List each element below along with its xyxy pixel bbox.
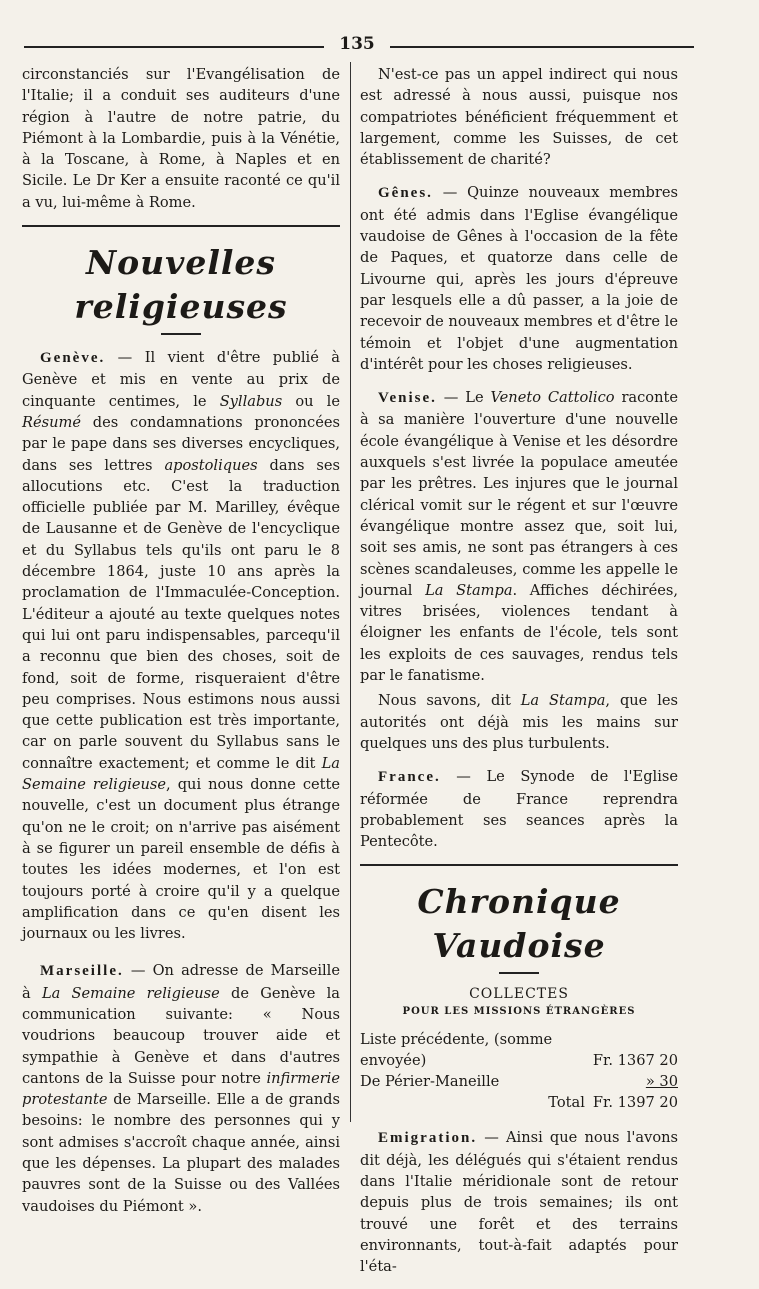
title-dash-right <box>499 972 539 974</box>
article-france: France. — Le Synode de l'Eglise réformée de France reprendra probablement ses seances après la Pentecôte. <box>360 768 678 851</box>
right-column <box>360 64 678 1289</box>
intro-paragraph: circonstanciés sur l'Evangélisation de l'Italie; il a conduit ses auditeurs d'une région à l'autre de notre patrie, du Piémont à la Lombardie, puis à la Vénétie, à la Toscane, à Rome, à Naples et en Sicile. Le Dr Ker a ensuite raconté ce qu'il a vu, lui-même à Rome. <box>22 66 340 211</box>
page-number: 135 <box>339 34 375 54</box>
title-dash <box>161 333 201 335</box>
article-venise: Venise. — Le Veneto Cattolico raconte à sa manière l'ouverture d'une nouvelle école évangélique à Venise et les désordre auxquels s'est livrée la populace ameutée par les prêtres. Les injures que le journal clérical vomit sur le régent et sur l'œuvre évangélique montre assez que, soit lui, soit ses amis, ne sont pas étrangers à ces scènes scandaleuses, comme les appelle le journal La Stampa. Affiches déchirées, vitres brisées, violences tendant à éloigner les enfants de l'école, tels sont les exploits de ces sauvages, rendus tels par le fanatisme. <box>360 389 679 685</box>
collectes-subtitle: POUR LES MISSIONS ÉTRANGÈRES <box>402 1006 636 1018</box>
ledger-row: Liste précédente, (somme envoyée) Fr. 1367 20 <box>360 1031 678 1070</box>
section-divider-right <box>360 864 678 866</box>
article-emigration: Emigration. — Ainsi que nous l'avons dit déjà, les délégués qui s'étaient rendus dans l'Italie méridionale sont de retour depuis plus de trois semaines; ils ont trouvé une forêt et des terrains environnants, tout-à-fait adaptés pour l'éta- <box>360 1129 678 1276</box>
article-venise-continued: Nous savons, dit La Stampa, que les autorités ont déjà mis les mains sur quelques uns des plus turbulents. <box>360 692 678 752</box>
article-genes: Gênes. — Quinze nouveaux membres ont été admis dans l'Eglise évangélique vaudoise de Gênes à l'occasion de la fête de Paques, et quatorze dans celle de Livourne qui, après les jours d'épreuve par lesquels elle a dû passer, a la joie de recevoir de nouveaux membres et d'être le témoin et l'objet d'une augmentation d'intérêt pour les choses religieuses. <box>360 184 678 373</box>
header-rule-right <box>390 46 694 48</box>
article-geneve: Genève. — Il vient d'être publié à Genève et mis en vente au prix de cinquante centimes, le Syllabus ou le Résumé des condamnations prononcées par le pape dans ses diverses encycliques, dans ses lettres apostoliques dans ses allocutions etc. C'est la traduction officielle publiée par M. Marilley, évêque de Lausanne et de Genève de l'encyclique et du Syllabus tels qu'ils ont paru le 8 décembre 1864, juste 10 ans après la proclamation de l'Immaculée-Conception. L'éditeur a ajouté au texte quelques notes qui lui ont paru indispensables, parcequ'il a reconnu que bien des choses, soit de fond, soit de forme, risqueraient d'être peu comprises. Nous estimons nous aussi que cette publication est très importante, car on parle souvent du Syllabus sans le connaître exactement; et comme le dit La Semaine religieuse, qui nous donne cette nouvelle, c'est un document plus étrange qu'on ne le croit; on n'arrive pas aisément à se figurer un pareil ensemble de défis à toutes les idées modernes, et l'on est toujours porté à croire qu'il y a quelque amplification dans ce qu'en disent les journaux ou les livres. <box>22 349 340 943</box>
header-rule-left <box>24 46 324 48</box>
page-header <box>24 32 736 60</box>
section-title-chronique: Chronique Vaudoise <box>417 882 621 966</box>
collectes-ledger <box>360 1029 678 1113</box>
section-divider <box>22 225 340 227</box>
place-marseille: Marseille. <box>40 963 124 980</box>
place-france: France. <box>378 769 441 786</box>
place-geneve: Genève. <box>40 350 106 367</box>
article-marseille: Marseille. — On adresse de Marseille à La Semaine religieuse de Genève la communication suivante: « Nous voudrions beaucoup trouver aide et sympathie à Genève et dans d'autres cantons de la Suisse pour notre infirmerie protestante de Marseille. Elle a de grands besoins: le nombre des personnes qui y sont admises s'accroît chaque année, ainsi que les dépenses. La plupart des malades pauvres sont de la Suisse ou des Vallées vaudoises du Piémont ». <box>22 962 341 1215</box>
paragraph-appel: N'est-ce pas un appel indirect qui nous est adressé à nous aussi, puisque nos compatriotes bénéficient fréquemment et largement, comme les Suisses, de cet établissement de charité? <box>360 66 678 169</box>
ledger-total: Total Fr. 1397 20 <box>548 1094 678 1112</box>
place-emigration: Emigration. <box>378 1130 478 1147</box>
column-divider <box>350 62 351 1122</box>
left-column <box>22 64 340 1229</box>
section-title-nouvelles: Nouvelles religieuses <box>74 243 288 327</box>
ledger-row: De Périer-Maneille » 30 <box>360 1073 678 1091</box>
collectes-title: COLLECTES <box>469 986 569 1003</box>
place-genes: Gênes. <box>378 185 433 202</box>
place-venise: Venise. <box>378 390 437 407</box>
